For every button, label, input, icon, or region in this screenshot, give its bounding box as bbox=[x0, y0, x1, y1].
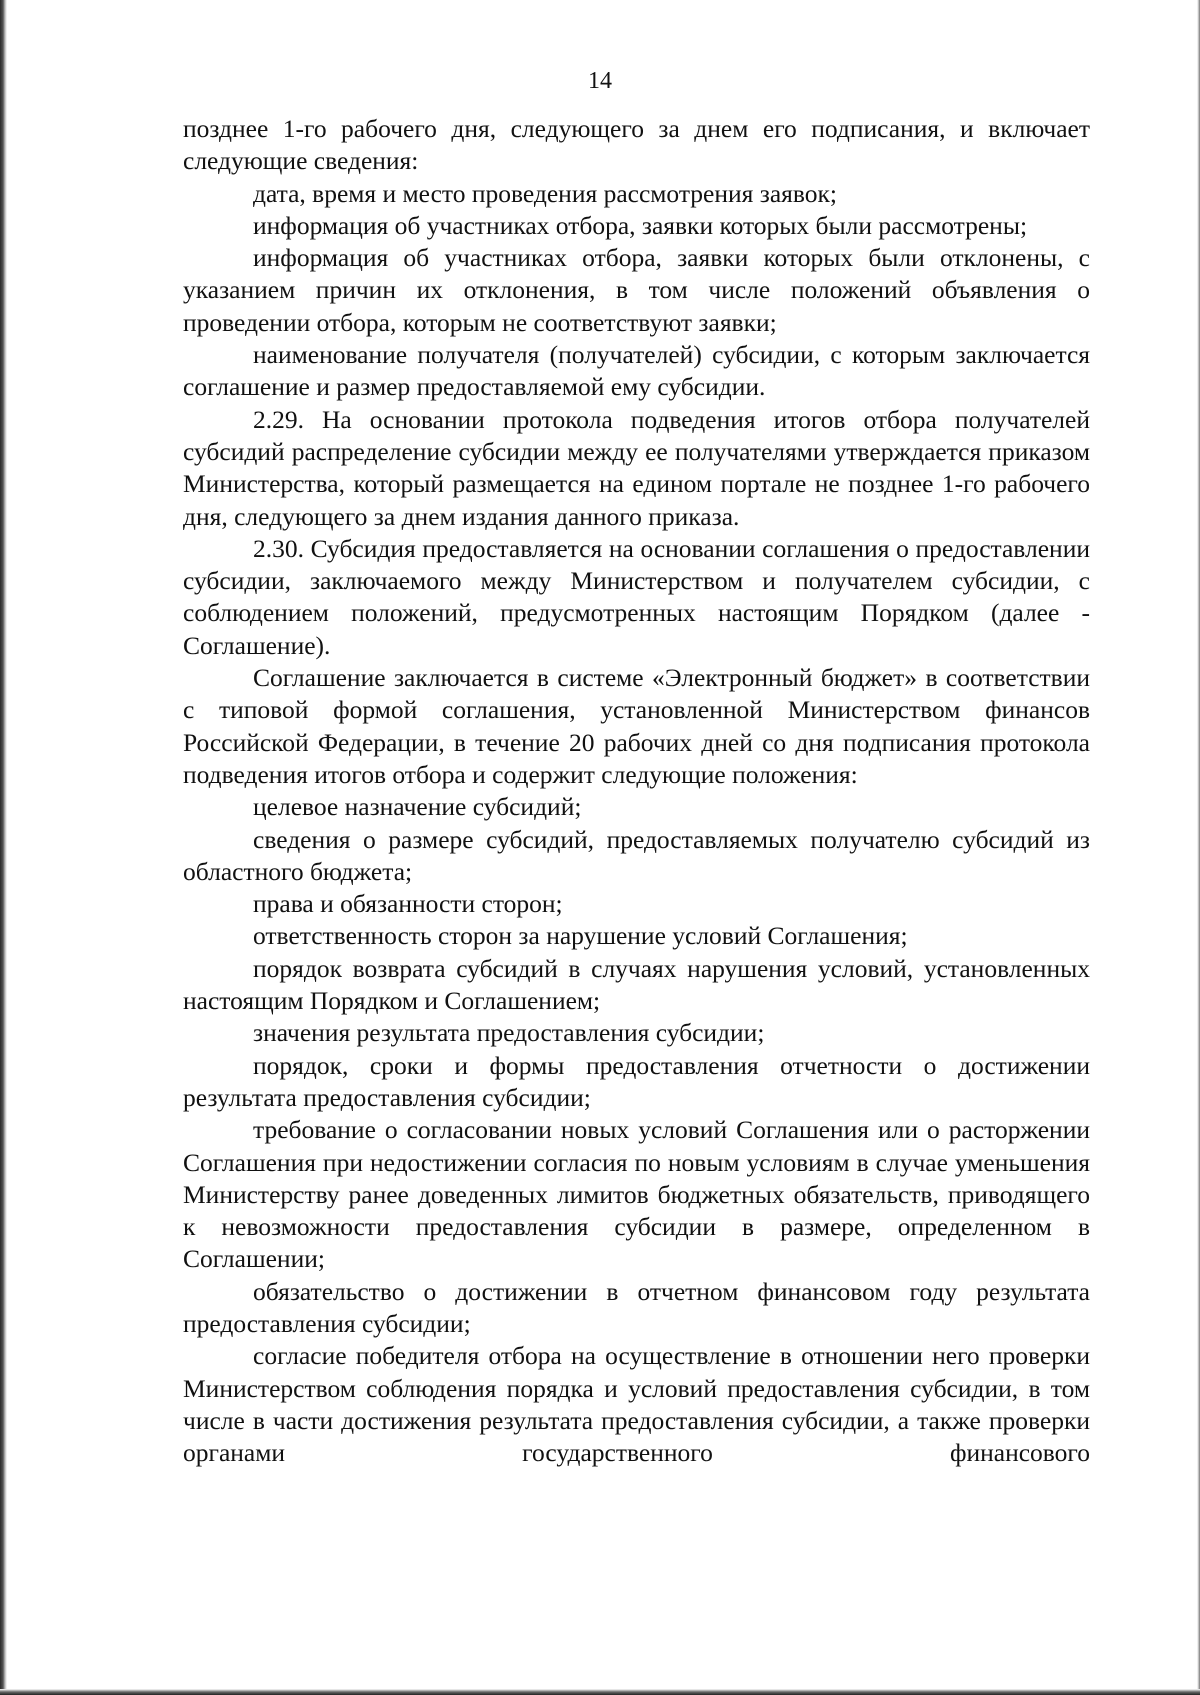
paragraph: права и обязанности сторон; bbox=[253, 889, 563, 919]
document-body bbox=[183, 113, 1090, 1469]
paragraph: обязательство о достижении в отчетном финансовом году результата предоставления субсидии; bbox=[183, 1276, 1090, 1338]
paragraph: ответственность сторон за нарушение условий Соглашения; bbox=[253, 921, 908, 951]
paragraph: 2.29. На основании протокола подведения итогов отбора получателей субсидий распределение субсидии между ее получателями утверждается приказом Министерства, который размещается на едином портале не позднее 1-го рабочего дня, следующего за днем издания данного приказа. bbox=[183, 404, 1090, 531]
paragraph: сведения о размере субсидий, предоставляемых получателю субсидий из областного бюджета; bbox=[183, 824, 1090, 886]
paragraph: наименование получателя (получателей) субсидии, с которым заключается соглашение и размер предоставляемой ему субсидии. bbox=[183, 340, 1090, 402]
paragraph: дата, время и место проведения рассмотрения заявок; bbox=[253, 178, 837, 208]
paragraph: порядок возврата субсидий в случаях нарушения условий, установленных настоящим Порядком и Соглашением; bbox=[183, 953, 1090, 1016]
paragraph: значения результата предоставления субсидии; bbox=[253, 1018, 765, 1048]
scan-edge-bottom bbox=[0, 1689, 1200, 1695]
paragraph: требование о согласовании новых условий Соглашения или о расторжении Соглашения при недостижении согласия по новым условиям в случае уменьшения Министерству ранее доведенных лимитов бюджетных обязательств, приводящего к невозможности предоставления субсидии в размере, определенном в Соглашении; bbox=[183, 1115, 1090, 1274]
page-number: 14 bbox=[588, 68, 612, 94]
paragraph: целевое назначение субсидий; bbox=[253, 792, 582, 822]
paragraph: позднее 1-го рабочего дня, следующего за днем его подписания, и включает следующие сведения: bbox=[183, 114, 1090, 176]
paragraph: 2.30. Субсидия предоставляется на основании соглашения о предоставлении субсидии, заключаемого между Министерством и получателем субсидии, с соблюдением положений, предусмотренных настоящим Порядком (далее - Соглашение). bbox=[183, 533, 1090, 660]
scan-edge-left bbox=[0, 0, 7, 1695]
paragraph: согласие победителя отбора на осуществление в отношении него проверки Министерством соблюдения порядка и условий предоставления субсидии, в том числе в части достижения результата предоставления субсидии, а также проверки органами государственного финансового bbox=[183, 1341, 1090, 1468]
paragraph: информация об участниках отбора, заявки которых были отклонены, с указанием причин их отклонения, в том числе положений объявления о проведении отбора, которым не соответствуют заявки; bbox=[183, 243, 1090, 337]
paragraph: порядок, сроки и формы предоставления отчетности о достижении результата предоставления субсидии; bbox=[183, 1050, 1090, 1112]
paragraph: информация об участниках отбора, заявки которых были рассмотрены; bbox=[253, 210, 1028, 240]
paragraph: Соглашение заключается в системе «Электронный бюджет» в соответствии с типовой формой соглашения, установленной Министерством финансов Российской Федерации, в течение 20 рабочих дней со дня подписания протокола подведения итогов отбора и содержит следующие положения: bbox=[183, 663, 1090, 789]
